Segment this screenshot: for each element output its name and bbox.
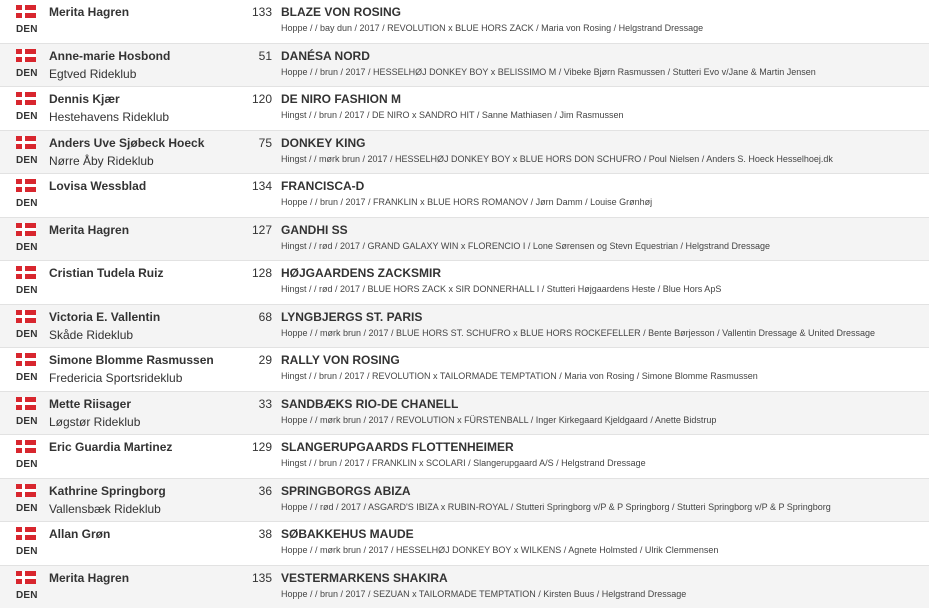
- nation-code: DEN: [16, 67, 38, 79]
- nation-code: DEN: [16, 285, 38, 296]
- nation-code: DEN: [16, 415, 38, 427]
- rider-name: Cristian Tudela Ruiz: [49, 266, 164, 280]
- rider-name: Lovisa Wessblad: [49, 179, 147, 193]
- list-item[interactable]: [0, 0, 929, 44]
- start-number: 33: [258, 396, 272, 411]
- nation-code: DEN: [16, 241, 38, 253]
- nation-code: DEN: [16, 328, 38, 340]
- list-item[interactable]: [0, 522, 929, 566]
- rider-club: Fredericia Sportsrideklub: [49, 371, 183, 385]
- list-item[interactable]: [0, 218, 929, 262]
- rider-name: Dennis Kjær: [49, 92, 120, 106]
- rider-club: Nørre Åby Rideklub: [49, 153, 154, 168]
- rider-name: Victoria E. Vallentin: [49, 309, 161, 324]
- denmark-flag-icon: [16, 5, 36, 18]
- rider-name: Kathrine Springborg: [49, 483, 166, 498]
- horse-details: Hoppe / / mørk brun / 2017 / HESSELHØJ DONKEY BOY x WILKENS / Agnete Holmsted / Ulrik Clemmensen: [281, 545, 719, 555]
- horse-name: VESTERMARKENS SHAKIRA: [281, 570, 448, 585]
- horse-details: Hoppe / / mørk brun / 2017 / REVOLUTION x FÜRSTENBALL / Inger Kirkegaard Kjeldgaard / Anette Bidstrup: [281, 414, 717, 425]
- denmark-flag-icon: [16, 266, 36, 279]
- list-item[interactable]: [0, 435, 929, 479]
- start-number: 128: [251, 266, 272, 280]
- list-item[interactable]: [0, 87, 929, 131]
- horse-name: LYNGBJERGS ST. PARIS: [281, 309, 423, 324]
- horse-name: FRANCISCA-D: [281, 179, 365, 193]
- denmark-flag-icon: [16, 440, 36, 453]
- horse-details: Hingst / / rød / 2017 / GRAND GALAXY WIN x FLORENCIO I / Lone Sørensen og Stevn Equestrian / Helgstrand Dressage: [281, 240, 771, 251]
- start-number: 51: [258, 48, 272, 63]
- denmark-flag-icon: [16, 397, 36, 410]
- horse-details: Hoppe / / brun / 2017 / FRANKLIN x BLUE HORS ROMANOV / Jørn Damm / Louise Grønhøj: [281, 197, 653, 207]
- horse-details: Hoppe / / brun / 2017 / HESSELHØJ DONKEY BOY x BELISSIMO M / Vibeke Bjørn Rasmussen / Stutteri Evo v/Jane & Martin Jensen: [281, 66, 816, 77]
- start-number: 120: [251, 92, 272, 106]
- horse-details: Hoppe / / brun / 2017 / SEZUAN x TAILORMADE TEMPTATION / Kirsten Buus / Helgstrand Dressage: [281, 588, 687, 599]
- start-number: 29: [258, 353, 272, 367]
- list-item[interactable]: [0, 261, 929, 305]
- list-item[interactable]: [0, 479, 929, 523]
- list-item[interactable]: [0, 44, 929, 88]
- denmark-flag-icon: [16, 92, 36, 105]
- rider-club: Egtved Rideklub: [49, 66, 137, 81]
- list-item[interactable]: [0, 566, 929, 608]
- denmark-flag-icon: [16, 571, 36, 584]
- horse-details: Hingst / / brun / 2017 / DE NIRO x SANDRO HIT / Sanne Mathiasen / Jim Rasmussen: [281, 110, 624, 120]
- horse-name: SPRINGBORGS ABIZA: [281, 483, 411, 498]
- start-number: 75: [258, 135, 272, 150]
- list-item[interactable]: [0, 348, 929, 392]
- horse-name: DANÉSA NORD: [281, 48, 370, 63]
- rider-name: Mette Riisager: [49, 396, 132, 411]
- start-number: 129: [251, 440, 272, 454]
- horse-name: SANDBÆKS RIO-DE CHANELL: [281, 396, 459, 411]
- horse-details: Hoppe / / bay dun / 2017 / REVOLUTION x BLUE HORS ZACK / Maria von Rosing / Helgstrand Dressage: [281, 23, 704, 33]
- horse-name: BLAZE VON ROSING: [281, 5, 402, 19]
- horse-name: HØJGAARDENS ZACKSMIR: [281, 266, 442, 280]
- denmark-flag-icon: [16, 310, 36, 323]
- horse-details: Hoppe / / mørk brun / 2017 / BLUE HORS ST. SCHUFRO x BLUE HORS ROCKEFELLER / Bente Børjesson / Vallentin Dressage & United Dressage: [281, 327, 876, 338]
- start-number: 127: [251, 222, 272, 237]
- start-number: 36: [258, 483, 272, 498]
- list-item[interactable]: [0, 131, 929, 175]
- denmark-flag-icon: [16, 179, 36, 192]
- start-number: 38: [258, 527, 272, 541]
- horse-details: Hoppe / / rød / 2017 / ASGARD'S IBIZA x RUBIN-ROYAL / Stutteri Springborg v/P & P Springborg / Stutteri Springborg v/P & P Springborg: [281, 501, 831, 512]
- rider-name: Anne-marie Hosbond: [49, 48, 171, 63]
- denmark-flag-icon: [16, 49, 36, 62]
- rider-name: Merita Hagren: [49, 5, 130, 19]
- denmark-flag-icon: [16, 353, 36, 366]
- horse-name: RALLY VON ROSING: [281, 353, 400, 367]
- nation-code: DEN: [16, 111, 38, 122]
- denmark-flag-icon: [16, 484, 36, 497]
- nation-code: DEN: [16, 198, 38, 209]
- start-number: 134: [251, 179, 272, 193]
- list-item[interactable]: [0, 392, 929, 436]
- horse-name: SØBAKKEHUS MAUDE: [281, 527, 414, 541]
- nation-code: DEN: [16, 24, 38, 35]
- rider-name: Eric Guardia Martinez: [49, 440, 173, 454]
- rider-name: Simone Blomme Rasmussen: [49, 353, 214, 367]
- rider-name: Anders Uve Sjøbeck Hoeck: [49, 135, 205, 150]
- horse-details: Hingst / / rød / 2017 / BLUE HORS ZACK x SIR DONNERHALL I / Stutteri Højgaardens Heste / Blue Hors ApS: [281, 284, 722, 294]
- nation-code: DEN: [16, 589, 38, 601]
- rider-name: Allan Grøn: [49, 527, 111, 541]
- rider-name: Merita Hagren: [49, 570, 130, 585]
- nation-code: DEN: [16, 546, 38, 557]
- rider-club: Hestehavens Rideklub: [49, 110, 170, 124]
- horse-name: GANDHI SS: [281, 222, 348, 237]
- horse-details: Hingst / / mørk brun / 2017 / HESSELHØJ DONKEY BOY x BLUE HORS DON SCHUFRO / Poul Nielsen / Anders S. Hoeck Hesselhoej.dk: [281, 153, 833, 164]
- rider-club: Skåde Rideklub: [49, 327, 134, 342]
- denmark-flag-icon: [16, 136, 36, 149]
- horse-name: DE NIRO FASHION M: [281, 92, 402, 106]
- list-item[interactable]: [0, 305, 929, 349]
- horse-details: Hingst / / brun / 2017 / REVOLUTION x TAILORMADE TEMPTATION / Maria von Rosing / Simone Blomme Rasmussen: [281, 371, 758, 381]
- start-number: 133: [251, 5, 272, 19]
- nation-code: DEN: [16, 502, 38, 514]
- horse-name: DONKEY KING: [281, 135, 366, 150]
- rider-name: Merita Hagren: [49, 222, 130, 237]
- rider-club: Løgstør Rideklub: [49, 414, 141, 429]
- denmark-flag-icon: [16, 223, 36, 236]
- start-number: 68: [258, 309, 272, 324]
- nation-code: DEN: [16, 154, 38, 166]
- horse-name: SLANGERUPGAARDS FLOTTENHEIMER: [281, 440, 514, 454]
- nation-code: DEN: [16, 372, 38, 383]
- start-number: 135: [251, 570, 272, 585]
- rider-club: Vallensbæk Rideklub: [49, 501, 161, 516]
- nation-code: DEN: [16, 459, 38, 470]
- horse-details: Hingst / / brun / 2017 / FRANKLIN x SCOLARI / Slangerupgaard A/S / Helgstrand Dressage: [281, 458, 646, 468]
- denmark-flag-icon: [16, 527, 36, 540]
- list-item[interactable]: [0, 174, 929, 218]
